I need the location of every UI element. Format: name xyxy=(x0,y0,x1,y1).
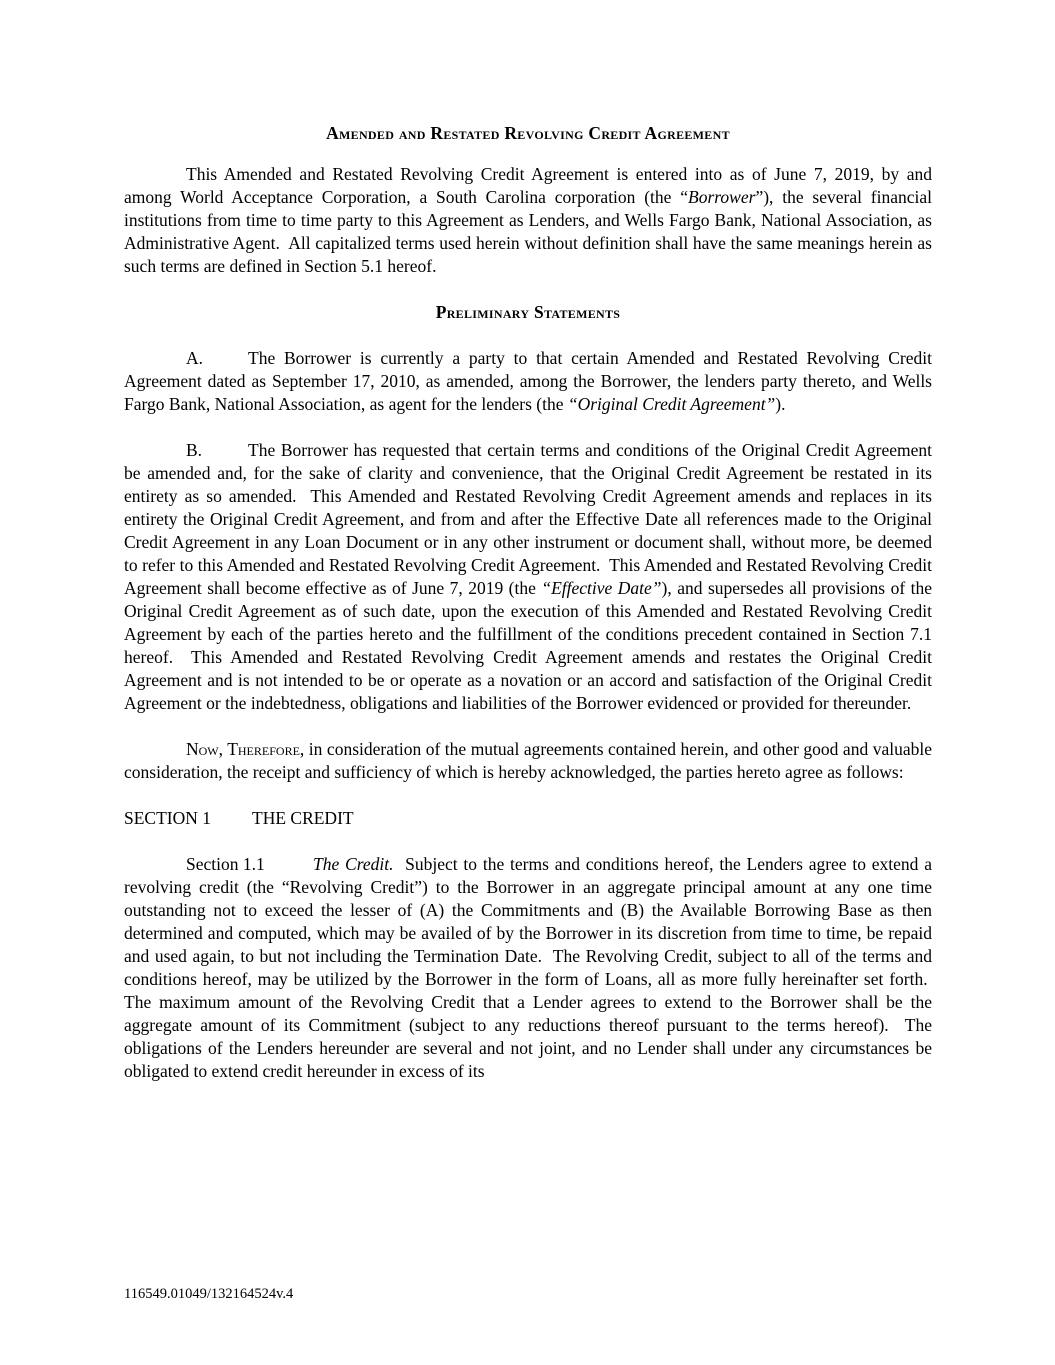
section-1-heading xyxy=(124,807,932,830)
now-therefore-lead-in: Now, Therefore xyxy=(186,739,300,759)
intro-paragraph xyxy=(124,163,932,278)
defined-term-original-credit-agreement: “Original Credit Agreement” xyxy=(567,394,776,414)
recital-b-marker: B. xyxy=(186,440,203,460)
section-1-number: SECTION 1 xyxy=(124,808,212,828)
text-run: ). xyxy=(775,394,786,414)
section-1-1-marker: Section 1.1 xyxy=(186,854,265,874)
text-run: The Borrower is currently a party to that certain Amended and Restated Revolving Credit Agreement dated as September 17, 2010, as amended, among the Borrower, the lenders party thereto, and Wells Fargo Bank, National Association, as agent for the lenders (the xyxy=(124,348,932,414)
defined-term-effective-date: “Effective Date” xyxy=(541,578,662,598)
section-1-title: THE CREDIT xyxy=(252,808,354,828)
preliminary-statements-heading: Preliminary Statements xyxy=(435,302,621,322)
section-1-1-paragraph xyxy=(124,853,932,1083)
defined-term-borrower: Borrower xyxy=(688,187,756,207)
text-run: This Amended and Restated Revolving Credit Agreement is entered into as of June 7, 2019, by and among World Acceptance Corporation, a South Carolina corporation (the “ xyxy=(124,164,932,207)
recital-a-paragraph xyxy=(124,347,932,416)
document-title: Amended and Restated Revolving Credit Agreement xyxy=(326,123,730,143)
section-1-1-title: The Credit. xyxy=(313,854,394,874)
now-therefore-paragraph xyxy=(124,738,932,784)
document-control-number: 116549.01049/132164524v.4 xyxy=(124,1286,294,1302)
text-run: , in consideration of the mutual agreements contained herein, and other good and valuable consideration, the receipt and sufficiency of which is hereby acknowledged, the parties hereto agree as follows: xyxy=(124,739,932,782)
text-run: Subject to the terms and conditions hereof, the Lenders agree to extend a revolving credit (the “Revolving Credit”) to the Borrower in an aggregate principal amount at any one time outstanding not to exceed the lesser of (A) the Commitments and (B) the Available Borrowing Base as then determined and computed, which may be availed of by the Borrower in its discretion from time to time, be repaid and used again, to but not including the Termination Date. The Revolving Credit, subject to all of the terms and conditions hereof, may be utilized by the Borrower in the form of Loans, all as more fully hereinafter set forth. The maximum amount of the Revolving Credit that a Lender agrees to extend to the Borrower shall be the aggregate amount of its Commitment (subject to any reductions thereof pursuant to the terms hereof). The obligations of the Lenders hereunder are several and not joint, and no Lender shall under any circumstances be obligated to extend credit hereunder in excess of its xyxy=(124,854,933,1081)
text-run: The Borrower has requested that certain terms and conditions of the Original Credit Agreement be amended and, for the sake of clarity and convenience, that the Original Credit Agreement be restated in its entirety as so amended. This Amended and Restated Revolving Credit Agreement amends and replaces in its entirety the Original Credit Agreement, and from and after the Effective Date all references made to the Original Credit Agreement in any Loan Document or in any other instrument or document shall, without more, be deemed to refer to this Amended and Restated Revolving Credit Agreement. This Amended and Restated Revolving Credit Agreement shall become effective as of June 7, 2019 (the xyxy=(124,440,932,598)
text-run: ”), the several financial institutions from time to time party to this Agreement as Lenders, and Wells Fargo Bank, National Association, as Administrative Agent. All capitalized terms used herein without definition shall have the same meanings herein as such terms are defined in Section 5.1 hereof. xyxy=(124,187,932,276)
text-run: ), and supersedes all provisions of the Original Credit Agreement as of such date, upon the execution of this Amended and Restated Revolving Credit Agreement by each of the parties hereto and the fulfillment of the conditions precedent contained in Section 7.1 hereof. This Amended and Restated Revolving Credit Agreement amends and restates the Original Credit Agreement and is not intended to be or operate as a novation or an accord and satisfaction of the Original Credit Agreement or the indebtedness, obligations and liabilities of the Borrower evidenced or provided for thereunder. xyxy=(124,578,933,713)
recital-a-marker: A. xyxy=(186,348,204,368)
recital-b-paragraph xyxy=(124,439,932,715)
